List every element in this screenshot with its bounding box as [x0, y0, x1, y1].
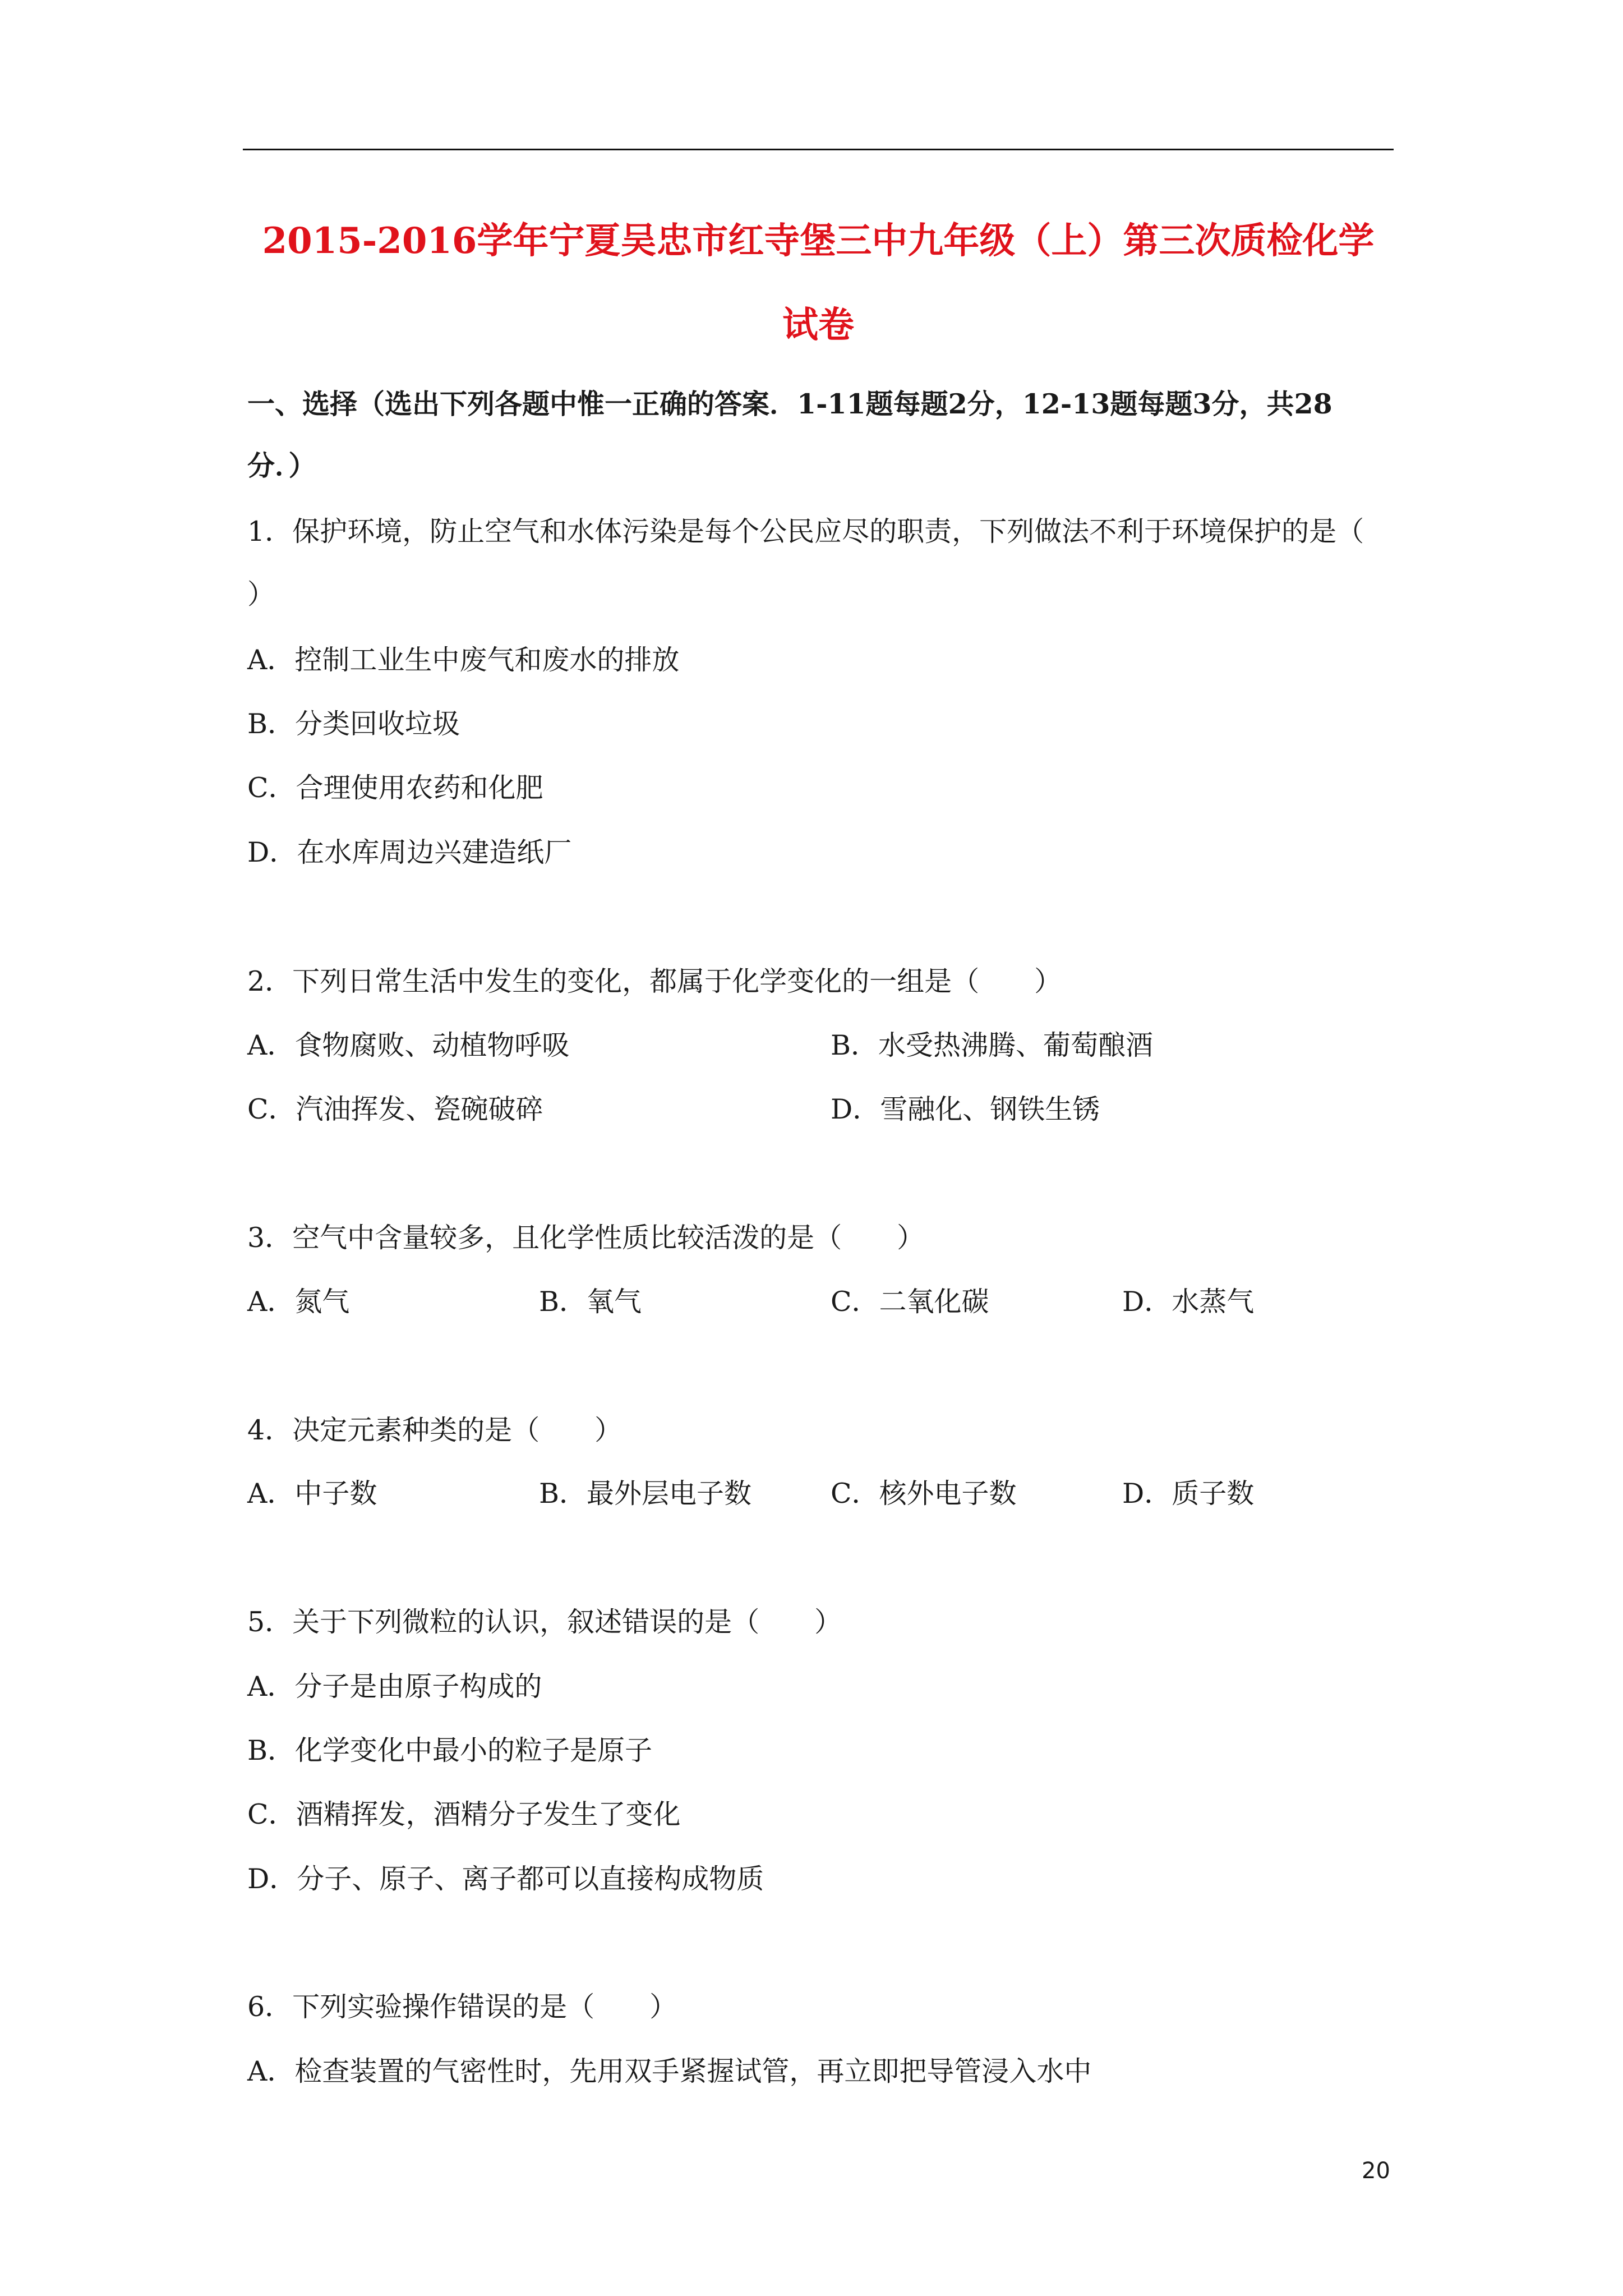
question-1-option-d: D．在水库周边兴建造纸厂	[247, 836, 572, 868]
header-rule	[243, 149, 1394, 150]
question-5-stem: 5．关于下列微粒的认识，叙述错误的是（ ）	[247, 1606, 842, 1638]
question-5-option-c: C．酒精挥发，酒精分子发生了变化	[247, 1798, 681, 1830]
question-2-option-b: B．水受热沸腾、葡萄酿酒	[831, 1029, 1154, 1061]
question-4-option-d: D．质子数	[1122, 1478, 1255, 1510]
question-4-stem: 4．决定元素种类的是（ ）	[247, 1414, 623, 1446]
question-4-option-b: B．最外层电子数	[539, 1478, 752, 1510]
question-2-option-d: D．雪融化、钢铁生锈	[831, 1093, 1100, 1125]
exam-title-line1: 2015-2016学年宁夏吴忠市红寺堡三中九年级（上）第三次质检化学	[262, 220, 1375, 262]
question-6-option-a: A．检查装置的气密性时，先用双手紧握试管，再立即把导管浸入水中	[247, 2055, 1092, 2087]
question-3-option-b: B．氧气	[539, 1286, 642, 1318]
question-2-option-a: A．食物腐败、动植物呼吸	[247, 1029, 570, 1061]
question-2-stem: 2．下列日常生活中发生的变化，都属于化学变化的一组是（ ）	[247, 965, 1062, 997]
exam-title-line2: 试卷	[782, 304, 854, 346]
question-1-option-a: A．控制工业生中废气和废水的排放	[247, 644, 680, 676]
section-heading-line2: 分．）	[247, 449, 316, 482]
question-1-stem-line2: ）	[247, 578, 275, 610]
question-3-option-d: D．水蒸气	[1122, 1286, 1255, 1318]
question-5-option-b: B．化学变化中最小的粒子是原子	[247, 1734, 653, 1766]
question-4-option-a: A．中子数	[247, 1478, 377, 1510]
question-1-option-b: B．分类回收垃圾	[247, 708, 460, 740]
question-6-stem: 6．下列实验操作错误的是（ ）	[247, 1991, 677, 2023]
page-number: 20	[1362, 2158, 1390, 2184]
question-5-option-a: A．分子是由原子构成的	[247, 1671, 542, 1703]
question-1-option-c: C．合理使用农药和化肥	[247, 772, 543, 804]
question-1-stem-line1: 1．保护环境，防止空气和水体污染是每个公民应尽的职责，下列做法不利于环境保护的是（	[247, 516, 1364, 547]
question-4-option-c: C．核外电子数	[831, 1478, 1017, 1510]
question-3-option-a: A．氮气	[247, 1286, 350, 1318]
question-2-option-c: C．汽油挥发、瓷碗破碎	[247, 1093, 543, 1125]
question-5-option-d: D．分子、原子、离子都可以直接构成物质	[247, 1863, 764, 1895]
question-3-stem: 3．空气中含量较多，且化学性质比较活泼的是（ ）	[247, 1222, 925, 1254]
section-heading-line1: 一、选择（选出下列各题中惟一正确的答案．1-11题每题2分，12-13题每题3分，共28	[247, 388, 1332, 420]
question-3-option-c: C．二氧化碳	[831, 1286, 989, 1318]
